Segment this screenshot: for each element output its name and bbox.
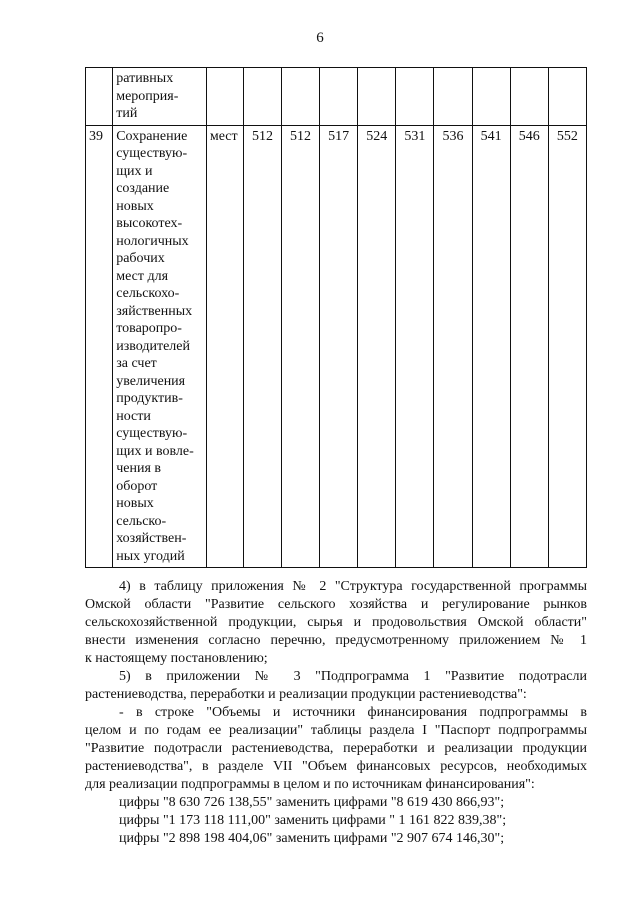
name-line: существую-	[116, 146, 188, 161]
cell-unit	[206, 68, 243, 126]
name-line: чения в	[116, 461, 162, 476]
name-line: сельскохо-	[116, 286, 180, 301]
name-line: ности	[116, 408, 151, 424]
cell-value: 524	[358, 125, 396, 568]
cell-value: 512	[282, 125, 320, 568]
text-line: целом и по годам ее реализации" таблицы раздела I "Паспорт подпрограммы	[85, 723, 587, 738]
cell-name	[113, 125, 207, 568]
cell-value: 536	[434, 125, 472, 568]
name-line: хозяйствен-	[116, 531, 187, 546]
table-row-39	[86, 125, 587, 568]
cell-name	[113, 68, 207, 126]
text-line: сельскохозяйственной продукции, сырья и продовольствия Омской области"	[85, 615, 587, 630]
name-line: зяйственных	[116, 303, 193, 319]
cell-value	[472, 68, 510, 126]
name-line: товаропро-	[116, 321, 182, 336]
indicator-table	[85, 67, 587, 568]
name-line: оборот	[116, 478, 158, 494]
cell-value: 552	[548, 125, 586, 568]
name-line: изводителей	[116, 338, 190, 354]
name-line: за счет	[116, 356, 157, 371]
text-line: Омской области "Развитие сельского хозяйства и регулирование рынков	[85, 597, 587, 612]
name-line: новых	[116, 496, 154, 511]
cell-num: 39	[86, 125, 113, 568]
text-line: растениеводства", в разделе VII "Объем финансовых ресурсов, необходимых	[85, 759, 587, 774]
text-line: 5) в приложении № 3 "Подпрограмма 1 "Развитие подотрасли	[119, 669, 587, 684]
paragraph-item-5	[85, 668, 587, 704]
name-line: создание	[116, 181, 170, 196]
cell-unit: мест	[206, 125, 243, 568]
figure-replacement-line: цифры "2 898 198 404,06" заменить цифрами "2 907 674 146,30";	[119, 831, 505, 846]
text-line: - в строке "Объемы и источники финансирования подпрограммы в	[119, 705, 587, 720]
cell-value: 546	[510, 125, 548, 568]
page-number: 6	[316, 30, 324, 46]
name-line: новых	[116, 198, 154, 214]
name-line: продуктив-	[116, 391, 183, 406]
table-row-continued	[86, 68, 587, 126]
figure-replacement-line: цифры "1 173 118 111,00" заменить цифрами " 1 161 822 839,38";	[119, 813, 507, 828]
paragraph-bullet	[85, 704, 587, 794]
name-line: увеличения	[116, 373, 186, 389]
text-line: внести изменения согласно перечню, предусмотренному приложением № 1	[85, 633, 587, 648]
name-line: ных угодий	[116, 548, 185, 564]
name-line: тий	[116, 106, 138, 121]
name-line: сельско-	[116, 513, 167, 529]
name-line: рабочих	[116, 251, 165, 266]
cell-value	[282, 68, 320, 126]
name-line: мест для	[116, 268, 169, 284]
document-body	[85, 578, 587, 848]
cell-value	[434, 68, 472, 126]
name-line: существую-	[116, 426, 188, 441]
cell-num	[86, 68, 113, 126]
cell-value	[320, 68, 358, 126]
text-line: для реализации подпрограммы в целом и по источникам финансирования":	[85, 777, 535, 792]
text-line: 4) в таблицу приложения № 2 "Структура государственной программы	[119, 579, 587, 594]
figures-list	[85, 794, 587, 848]
name-line: мероприя-	[116, 88, 179, 104]
cell-value: 517	[320, 125, 358, 568]
name-line: высокотех-	[116, 216, 183, 231]
cell-value	[548, 68, 586, 126]
text-line: к настоящему постановлению;	[85, 651, 268, 666]
name-line: Сохранение	[116, 128, 188, 144]
cell-value	[396, 68, 434, 126]
figure-replacement-line: цифры "8 630 726 138,55" заменить цифрами "8 619 430 866,93";	[119, 795, 505, 810]
cell-value	[358, 68, 396, 126]
cell-value: 531	[396, 125, 434, 568]
cell-value: 512	[243, 125, 281, 568]
name-line: нологичных	[116, 233, 189, 249]
name-line: щих и	[116, 163, 153, 179]
text-line: растениеводства, переработки и реализации продукции растениеводства":	[85, 687, 527, 702]
cell-value	[510, 68, 548, 126]
name-line: ративных	[116, 71, 174, 86]
cell-value: 541	[472, 125, 510, 568]
cell-value	[243, 68, 281, 126]
text-line: "Развитие подотрасли растениеводства, переработки и реализации продукции	[85, 741, 587, 756]
name-line: щих и вовле-	[116, 443, 194, 459]
paragraph-item-4	[85, 578, 587, 668]
